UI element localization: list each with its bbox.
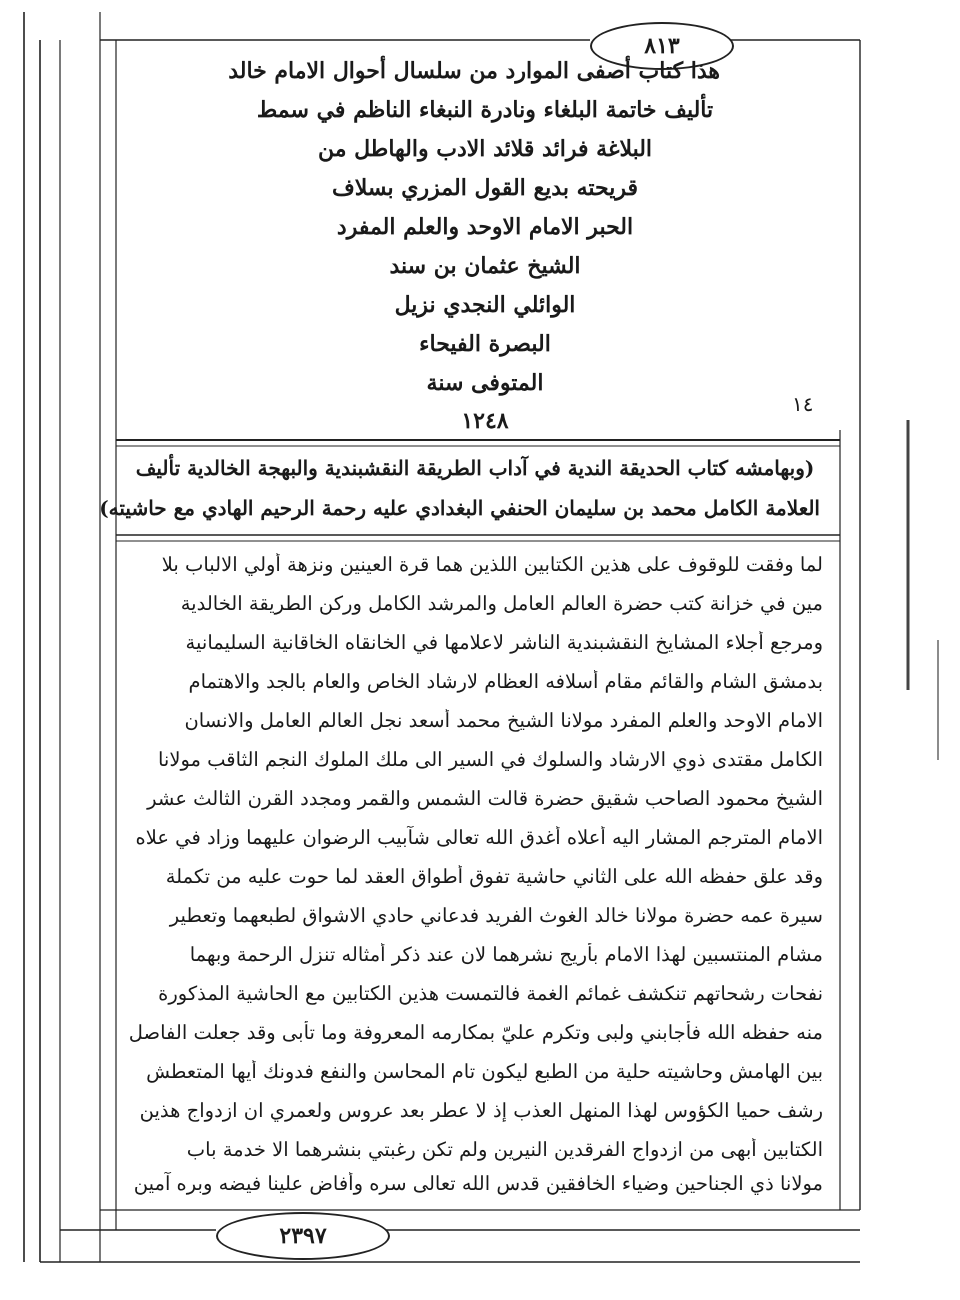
title-line-8: البصرة الفيحاء bbox=[419, 331, 551, 357]
body-line-6: الكامل مقتدى ذوي الارشاد والسلوك في السير الى ملك الملوك النجم الثاقب مولانا bbox=[157, 748, 823, 771]
body-line-3: ومرجع أجلاء المشايخ النقشبندية الناشر لاعلامها في الخانقاه الخاقانية السليمانية bbox=[185, 631, 823, 654]
body-line-9: وقد علق حفظه الله على الثاني حاشية تفوق أطواق العقد لما حوت عليه من تكملة bbox=[165, 865, 823, 888]
body-line-2: مين في خزانة كتب حضرة العالم العامل والمرشد الكامل وركن الطريقة الخالدية bbox=[180, 592, 823, 615]
body-line-4: بدمشق الشام والقائم مقام أسلافه العظام لارشاد الخاص والعام بالجد والاهتمام bbox=[188, 670, 823, 693]
body-line-12: نفحات رشحاتهم تنكشف غمائم الغمة فالتمست هذين الكتابين مع الحاشية المذكورة bbox=[158, 982, 823, 1005]
body-line-16: الكتابين أبهى من ازدواج الفرقدين النيرين ولم تكن رغبتي بنشرهما الا خدمة باب bbox=[186, 1138, 823, 1161]
body-line-15: رشف حميا الكؤوس لهذا المنهل العذب إذ لا عطر بعد عروس ولعمري ان ازدواج هذين bbox=[139, 1099, 823, 1122]
body-line-11: مشام المنتسبين لهذا الامام بأريج نشرهما لان عند ذكر أمثاله تنزل الرحمة وبهما bbox=[189, 943, 823, 966]
body-line-7: الشيخ محمود الصاحب شقيق حضرة قالت الشمس والقمر ومجدد القرن الثالث عشر bbox=[147, 787, 823, 810]
body-line-14: بين الهامش وحاشيته حلية من الطبع ليكون تام المحاسن والنفع فدونك أيها المتعطش bbox=[146, 1060, 823, 1083]
body-line-10: سيرة عمه حضرة مولانا خالد الغوث الفريد فدعاني حادي الاشواق لطبعهما وتعطير bbox=[169, 904, 823, 927]
title-line-3: البلاغة فرائد قلائد الادب والهاطل من bbox=[317, 136, 653, 162]
margin-note-line-1: (وبهامشه كتاب الحديقة الندية في آداب الطريقة النقشبندية والبهجة الخالدية تأليف bbox=[135, 456, 815, 480]
title-line-4: قريحته بديع القول المزري بسلاف bbox=[331, 175, 639, 201]
title-line-6: الشيخ عثمان بن سند bbox=[389, 253, 581, 279]
margin-mark: ١٤ bbox=[792, 392, 814, 416]
folio-page-number: ٨١٣ bbox=[590, 22, 734, 70]
body-line-5: الامام الاوحد والعلم المفرد مولانا الشيخ محمد أسعد نجل العالم العامل والانسان bbox=[184, 709, 823, 732]
title-line-2: تأليف خاتمة البلغاء ونادرة النبغاء الناظم في سمط bbox=[256, 97, 714, 123]
body-line-13: منه حفظه الله فأجابني ولبى وتكرم عليّ بمكارمه المعروفة وما تأبى وقد جعلت الفاصل bbox=[128, 1021, 823, 1044]
bottom-page-number: ٢٣٩٧ bbox=[216, 1212, 390, 1260]
body-line-8: الامام المترجم المشار اليه أعلاه أغدق الله تعالى شآبيب الرضوان عليهما وزاد في علاه bbox=[135, 826, 823, 849]
title-line-5: الحبر الامام الاوحد والعلم المفرد bbox=[336, 214, 634, 240]
body-line-1: لما وفقت للوقوف على هذين الكتابين اللذين هما قرة العينين ونزهة أولي الالباب بلا bbox=[161, 553, 823, 576]
title-line-9: المتوفى سنة bbox=[426, 370, 544, 396]
death-year: ١٢٤٨ bbox=[461, 408, 509, 434]
margin-note-line-2: العلامة الكامل محمد بن سليمان الحنفي البغدادي عليه رحمة الرحيم الهادي مع حاشيته) bbox=[99, 496, 820, 520]
title-line-1: هذا كتاب أصفى الموارد من سلسال أحوال الامام خالد bbox=[228, 58, 720, 84]
body-line-17: مولانا ذي الجناحين وضياء الخافقين قدس الله تعالى سره وأفاض علينا فيضه وبره آمين bbox=[133, 1172, 823, 1195]
title-line-7: الوائلي النجدي نزيل bbox=[394, 292, 576, 318]
